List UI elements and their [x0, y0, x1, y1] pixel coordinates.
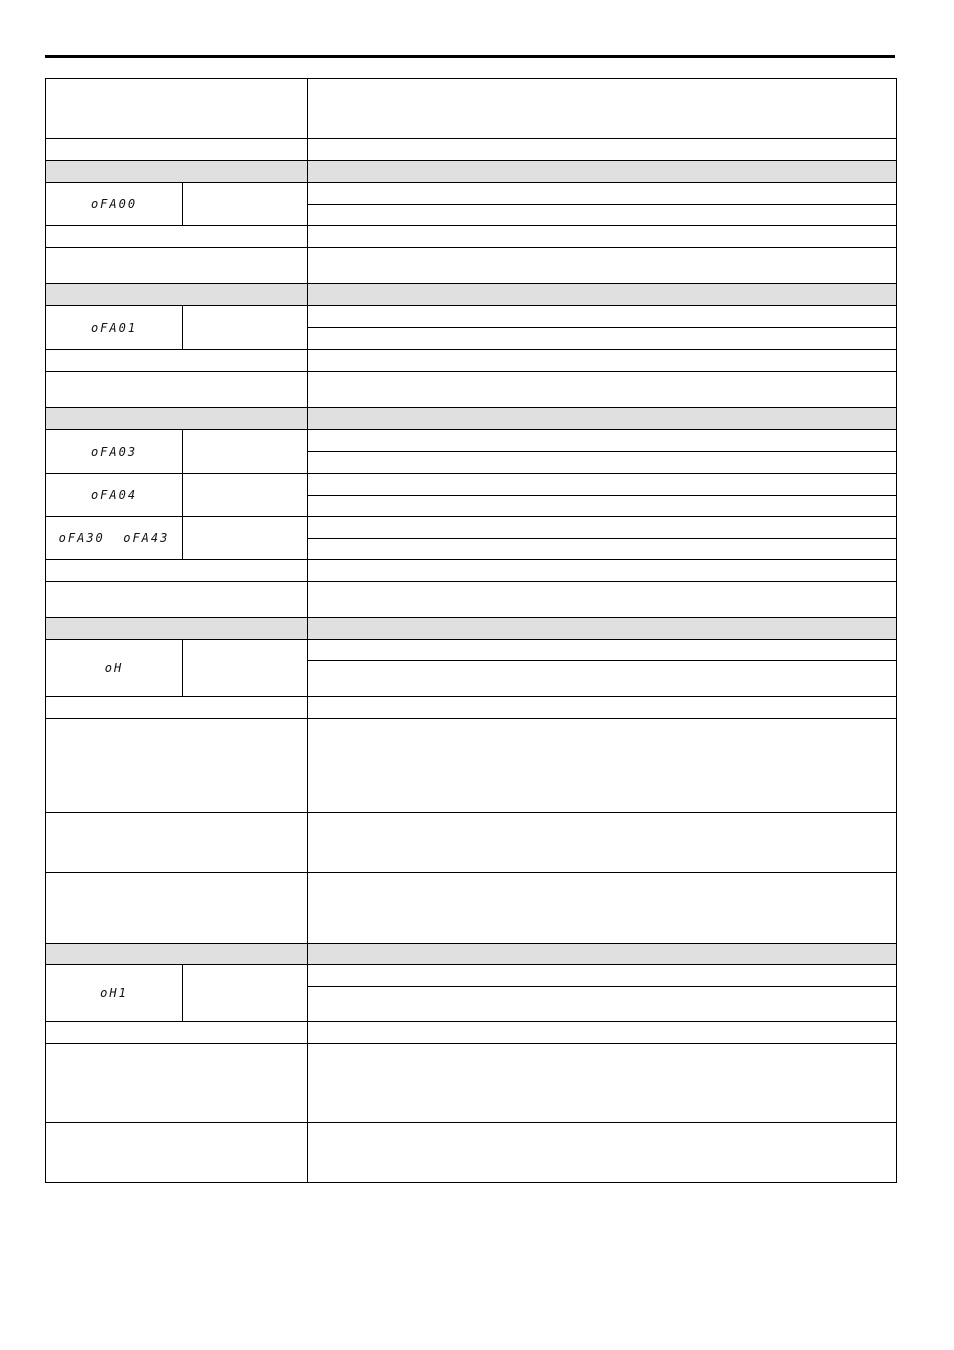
table-row: [46, 1044, 897, 1123]
cell: [308, 161, 897, 183]
table-row: [46, 183, 897, 205]
table-row: [46, 1123, 897, 1183]
table-row: [46, 139, 897, 161]
cell: [46, 161, 308, 183]
fault-code-ofa00: oFA00: [46, 183, 183, 226]
cell: [308, 350, 897, 372]
cell: [308, 183, 897, 205]
table-row: [46, 517, 897, 539]
cell: [46, 582, 308, 618]
header-rule: [45, 55, 895, 58]
fault-name-cell: [183, 640, 308, 697]
cell: [46, 226, 308, 248]
cell: [308, 618, 897, 640]
fault-name-cell: [183, 474, 308, 517]
cell: [308, 719, 897, 813]
cell: [308, 965, 897, 987]
cell: [308, 1123, 897, 1183]
cell: [308, 661, 897, 697]
section-header-row: [46, 944, 897, 965]
cell: [46, 372, 308, 408]
cell: [46, 284, 308, 306]
cell: [46, 813, 308, 873]
table-row: [46, 430, 897, 452]
cell: [46, 79, 308, 139]
table-row: [46, 1022, 897, 1044]
cell: [46, 139, 308, 161]
cell: [308, 944, 897, 965]
fault-code-oh1: oH1: [46, 965, 183, 1022]
cell: [308, 1044, 897, 1123]
fault-name-cell: [183, 306, 308, 350]
cell: [308, 430, 897, 452]
cell: [46, 560, 308, 582]
cell: [308, 539, 897, 560]
fault-code-ofa30-43: oFA30 oFA43: [46, 517, 183, 560]
fault-name-cell: [183, 183, 308, 226]
cell: [46, 618, 308, 640]
cell: [308, 987, 897, 1022]
fault-code-ofa01: oFA01: [46, 306, 183, 350]
cell: [308, 284, 897, 306]
cell: [308, 873, 897, 944]
cell: [308, 452, 897, 474]
cell: [308, 372, 897, 408]
cell: [308, 813, 897, 873]
fault-code-ofa03: oFA03: [46, 430, 183, 474]
table-row: [46, 873, 897, 944]
section-header-row: [46, 618, 897, 640]
table-row: [46, 965, 897, 987]
cell: [308, 640, 897, 661]
cell: [46, 1022, 308, 1044]
cell: [46, 1123, 308, 1183]
cell: [46, 719, 308, 813]
cell: [308, 496, 897, 517]
cell: [308, 248, 897, 284]
cell: [46, 697, 308, 719]
table-row: [46, 560, 897, 582]
cell: [46, 408, 308, 430]
cell: [308, 408, 897, 430]
table-row: [46, 226, 897, 248]
cell: [308, 328, 897, 350]
cell: [46, 1044, 308, 1123]
table-row: [46, 719, 897, 813]
fault-code-ofa04: oFA04: [46, 474, 183, 517]
fault-name-cell: [183, 965, 308, 1022]
section-header-row: [46, 161, 897, 183]
cell: [308, 697, 897, 719]
cell: [308, 226, 897, 248]
cell: [308, 474, 897, 496]
table-row: [46, 640, 897, 661]
cell: [46, 350, 308, 372]
section-header-row: [46, 284, 897, 306]
table-row: [46, 350, 897, 372]
table-row: [46, 474, 897, 496]
cell: [308, 1022, 897, 1044]
fault-table: [45, 78, 897, 1183]
cell: [46, 248, 308, 284]
cell: [308, 79, 897, 139]
table-row: [46, 79, 897, 139]
table-row: [46, 697, 897, 719]
table-row: [46, 813, 897, 873]
cell: [308, 139, 897, 161]
cell: [308, 517, 897, 539]
cell: [308, 306, 897, 328]
fault-code-oh: oH: [46, 640, 183, 697]
cell: [308, 582, 897, 618]
cell: [308, 205, 897, 226]
fault-name-cell: [183, 517, 308, 560]
table-row: [46, 248, 897, 284]
section-header-row: [46, 408, 897, 430]
table-row: [46, 582, 897, 618]
table-row: [46, 306, 897, 328]
cell: [308, 560, 897, 582]
cell: [46, 944, 308, 965]
fault-name-cell: [183, 430, 308, 474]
cell: [46, 873, 308, 944]
table-row: [46, 372, 897, 408]
